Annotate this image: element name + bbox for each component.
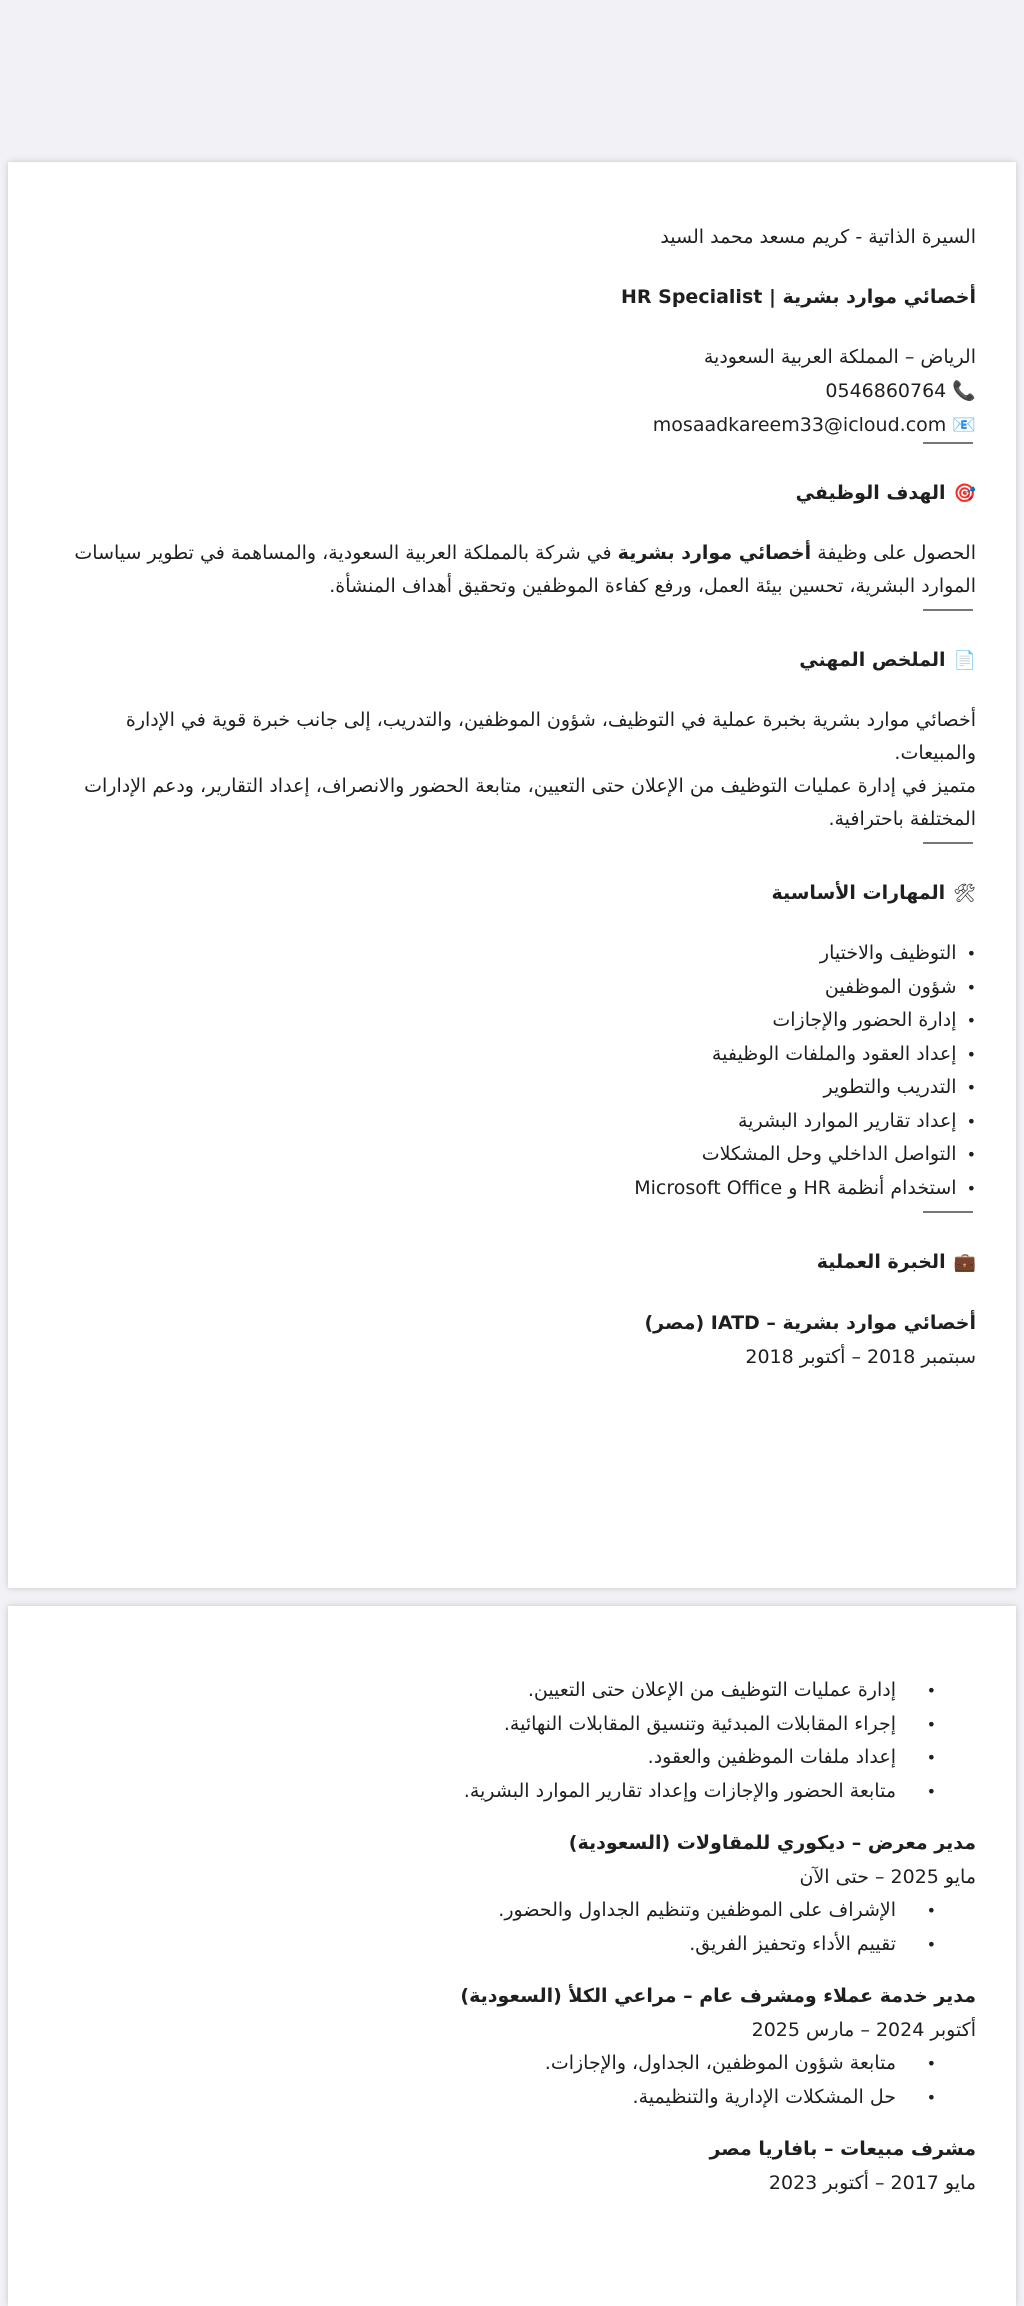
objective-text-2: في شركة بالمملكة العربية السعودية، والمساهمة في تطوير سياسات الموارد البشرية، تحسين بيئة العمل، ورفع كفاءة الموظفين وتحقيق أهداف المنشأة. xyxy=(74,542,976,597)
page-1-content xyxy=(8,220,1016,1374)
document-title: السيرة الذاتية - كريم مسعد محمد السيد xyxy=(660,226,976,248)
skill-item: • التواصل الداخلي وحل المشكلات xyxy=(53,1138,976,1172)
objective-text-1: الحصول على وظيفة xyxy=(811,542,976,564)
skill-item: • التدريب والتطوير xyxy=(53,1071,976,1105)
job-title-separator: | xyxy=(762,286,783,308)
email-icon: 📧 xyxy=(952,414,976,436)
resume-page-2 xyxy=(8,1606,1016,2306)
objective-text-bold: أخصائي موارد بشرية xyxy=(617,542,812,564)
job-title: أخصائي موارد بشرية – IATD (مصر) xyxy=(644,1312,976,1334)
job-title: مدير معرض – ديكوري للمقاولات (السعودية) xyxy=(568,1832,976,1854)
summary-title: الملخص المهني xyxy=(799,649,946,671)
job-duties-list xyxy=(53,1674,976,1808)
objective-text xyxy=(53,537,976,603)
experience-title: الخبرة العملية xyxy=(816,1251,946,1273)
email-address[interactable]: mosaadkareem33@icloud.com xyxy=(652,414,947,436)
skills-list xyxy=(53,937,976,1205)
target-icon: 🎯 xyxy=(953,483,976,504)
duty-item: • إدارة عمليات التوظيف من الإعلان حتى التعيين. xyxy=(53,1674,936,1708)
job-period: سبتمبر 2018 – أكتوبر 2018 xyxy=(745,1346,976,1368)
objective-heading xyxy=(53,476,976,511)
location: الرياض – المملكة العربية السعودية xyxy=(703,346,976,368)
duty-item: • إجراء المقابلات المبدئية وتنسيق المقابلات النهائية. xyxy=(53,1708,936,1742)
summary-line-2: متميز في إدارة عمليات التوظيف من الإعلان حتى التعيين، متابعة الحضور والانصراف، إعداد التقارير، ودعم الإدارات المختلفة باحترافية. xyxy=(84,775,976,830)
skills-title: المهارات الأساسية xyxy=(771,882,946,904)
job-period: أكتوبر 2024 – مارس 2025 xyxy=(751,2019,976,2041)
duty-item: • الإشراف على الموظفين وتنظيم الجداول والحضور. xyxy=(53,1894,936,1928)
briefcase-icon: 💼 xyxy=(953,1252,976,1273)
duty-item: • متابعة شؤون الموظفين، الجداول، والإجازات. xyxy=(53,2047,936,2081)
resume-page-1 xyxy=(8,162,1016,1588)
tools-icon: 🛠 xyxy=(953,883,976,904)
duty-item: • متابعة الحضور والإجازات وإعداد تقارير الموارد البشرية. xyxy=(53,1775,936,1809)
job-title-ar: أخصائي موارد بشرية xyxy=(782,286,976,308)
duty-item: • تقييم الأداء وتحفيز الفريق. xyxy=(53,1928,936,1962)
page-2-content xyxy=(8,1674,1016,2200)
phone-number[interactable]: 0546860764 xyxy=(825,380,947,402)
skill-item: • شؤون الموظفين xyxy=(53,971,976,1005)
phone-line xyxy=(53,374,976,408)
job-title-heading xyxy=(53,280,976,314)
duty-item: • حل المشكلات الإدارية والتنظيمية. xyxy=(53,2081,936,2115)
skills-heading xyxy=(53,876,976,911)
skill-item: • إعداد العقود والملفات الوظيفية xyxy=(53,1038,976,1072)
skill-item: • إدارة الحضور والإجازات xyxy=(53,1004,976,1038)
job-title: مدير خدمة عملاء ومشرف عام – مراعي الكلأ (السعودية) xyxy=(460,1985,976,2007)
duty-item: • إعداد ملفات الموظفين والعقود. xyxy=(53,1741,936,1775)
job-period: مايو 2025 – حتى الآن xyxy=(799,1866,976,1888)
job-duties-list xyxy=(53,2047,976,2114)
document-icon: 📄 xyxy=(953,650,976,671)
skill-item: • استخدام أنظمة HR و Microsoft Office xyxy=(53,1172,976,1206)
objective-title: الهدف الوظيفي xyxy=(795,482,946,504)
job-duties-list xyxy=(53,1894,976,1961)
phone-icon: 📞 xyxy=(952,380,976,402)
summary-line-1: أخصائي موارد بشرية بخبرة عملية في التوظيف، شؤون الموظفين، والتدريب، إلى جانب خبرة قوية في الإدارة والمبيعات. xyxy=(125,709,976,764)
skill-item: • التوظيف والاختيار xyxy=(53,937,976,971)
experience-heading xyxy=(53,1245,976,1280)
job-title-en: HR Specialist xyxy=(621,286,763,308)
summary-heading xyxy=(53,643,976,678)
skill-item: • إعداد تقارير الموارد البشرية xyxy=(53,1105,976,1139)
job-period: مايو 2017 – أكتوبر 2023 xyxy=(768,2172,976,2194)
email-line xyxy=(53,408,976,442)
job-title: مشرف مبيعات – بافاريا مصر xyxy=(709,2138,976,2160)
